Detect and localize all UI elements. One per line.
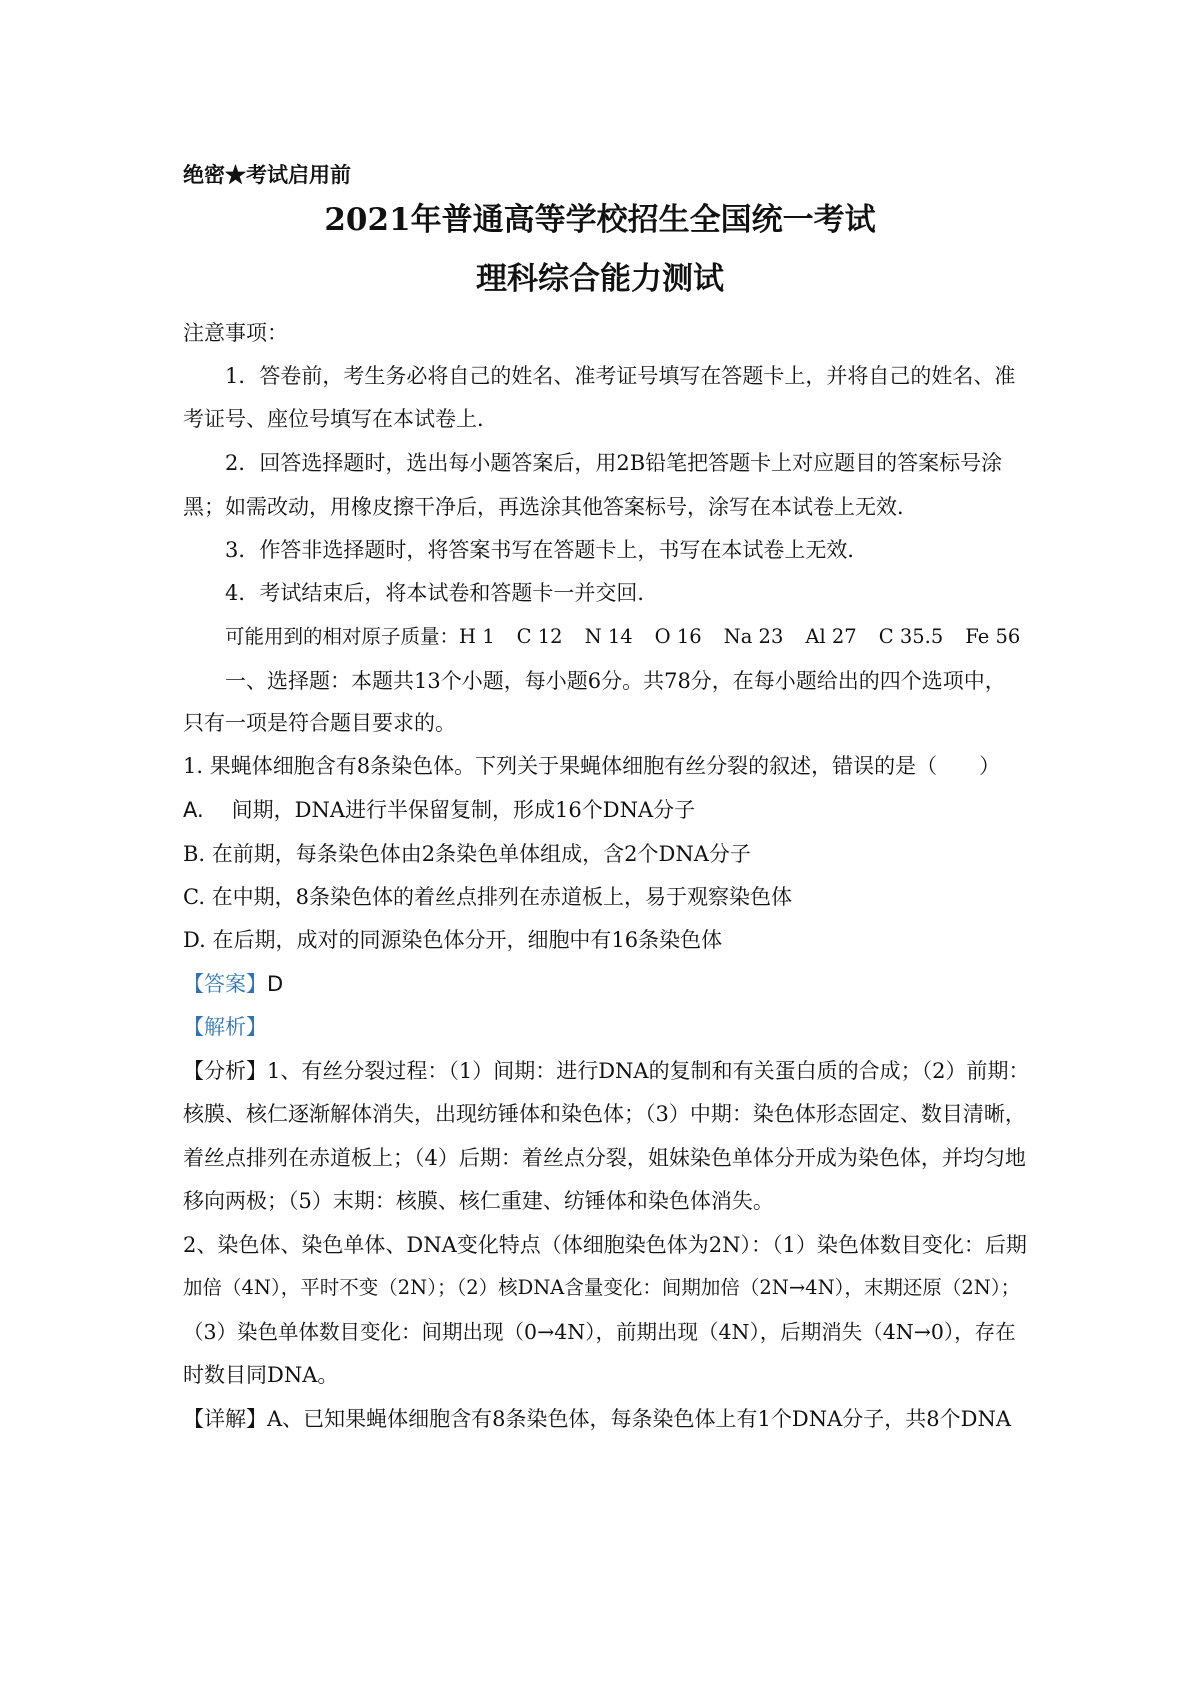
analysis-p1-line-3: 着丝点排列在赤道板上；（4）后期：着丝点分裂，姐妹染色单体分开成为染色体，并均匀地	[183, 1146, 1026, 1170]
atomic-mass-line	[225, 622, 1030, 652]
section-intro-line-2: 只有一项是符合题目要求的。	[183, 711, 456, 735]
note-item-2-line-2: 黑；如需改动，用橡皮擦干净后，再选涂其他答案标号，涂写在本试卷上无效．	[183, 495, 918, 519]
note-item-1-line-2: 考证号、座位号填写在本试卷上．	[183, 407, 498, 431]
analysis-p1-line-2: 核膜、核仁逐渐解体消失，出现纺锤体和染色体；（3）中期：染色体形态固定、数目清晰，	[183, 1102, 1026, 1126]
note-item-4: 4．考试结束后，将本试卷和答题卡一并交回．	[225, 581, 659, 605]
analysis-p1-line-4: 移向两极；（5）末期：核膜、核仁重建、纺锤体和染色体消失。	[183, 1189, 774, 1213]
exam-title: 2021年普通高等学校招生全国统一考试	[324, 202, 876, 238]
atomic-mass-item: Fe 56	[965, 625, 1021, 648]
analysis-p2-line-1: 2、染色体、染色单体、DNA变化特点（体细胞染色体为2N）：（1）染色体数目变化：后期	[183, 1233, 1027, 1257]
detail-line-1: 【详解】A、已知果蝇体细胞含有8条染色体，每条染色体上有1个DNA分子，共8个DNA	[183, 1407, 1011, 1431]
question-1-option-a	[183, 795, 1030, 825]
question-1-option-b: B. 在前期，每条染色体由2条染色单体组成，含2个DNA分子	[183, 842, 751, 866]
atomic-mass-item: H 1	[459, 625, 495, 648]
note-item-2-line-1: 2．回答选择题时，选出每小题答案后，用2B铅笔把答题卡上对应题目的答案标号涂	[225, 451, 1003, 475]
atomic-mass-label: 可能用到的相对原子质量：	[225, 625, 460, 648]
question-1-option-d: D. 在后期，成对的同源染色体分开，细胞中有16条染色体	[183, 928, 723, 952]
answer-value: D	[267, 972, 284, 996]
analysis-p1-line-1: 【分析】1、有丝分裂过程：（1）间期：进行DNA的复制和有关蛋白质的合成；（2）前期：	[183, 1059, 1030, 1083]
atomic-mass-item: Al 27	[805, 625, 857, 648]
analysis-label: 【解析】	[183, 1015, 267, 1039]
analysis-p2-line-2: 加倍（4N），平时不变（2N）；（2）核DNA含量变化：间期加倍（2N→4N），末期还原（2N）；	[183, 1276, 1021, 1299]
atomic-mass-item: O 16	[654, 625, 702, 648]
notes-heading: 注意事项：	[183, 321, 288, 345]
analysis-p2-line-3: （3）染色单体数目变化：间期出现（0→4N），前期出现（4N），后期消失（4N→0），存在	[183, 1320, 1016, 1344]
exam-subtitle: 理科综合能力测试	[476, 261, 724, 297]
answer-line	[183, 969, 1030, 999]
analysis-p2-line-4: 时数目同DNA。	[183, 1363, 339, 1387]
atomic-mass-item: C 35.5	[878, 625, 944, 648]
section-intro-line-1: 一、选择题：本题共13个小题，每小题6分。共78分，在每小题给出的四个选项中，	[225, 669, 1006, 693]
atomic-mass-item: C 12	[516, 625, 563, 648]
answer-label: 【答案】	[183, 972, 267, 996]
note-item-1-line-1: 1．答卷前，考生务必将自己的姓名、准考证号填写在答题卡上，并将自己的姓名、准	[225, 364, 1016, 388]
option-a-label: A.	[183, 798, 204, 822]
option-a-text: 间期，DNA进行半保留复制，形成16个DNA分子	[231, 798, 696, 822]
note-item-3: 3．作答非选择题时，将答案书写在答题卡上，书写在本试卷上无效．	[225, 538, 869, 562]
atomic-mass-item: N 14	[584, 625, 633, 648]
secret-label: 绝密★考试启用前	[183, 162, 351, 187]
question-1-stem: 1. 果蝇体细胞含有8条染色体。下列关于果蝇体细胞有丝分裂的叙述，错误的是（ ）	[183, 754, 1001, 778]
question-1-option-c: C. 在中期，8条染色体的着丝点排列在赤道板上，易于观察染色体	[183, 885, 793, 909]
atomic-mass-item: Na 23	[723, 625, 784, 648]
